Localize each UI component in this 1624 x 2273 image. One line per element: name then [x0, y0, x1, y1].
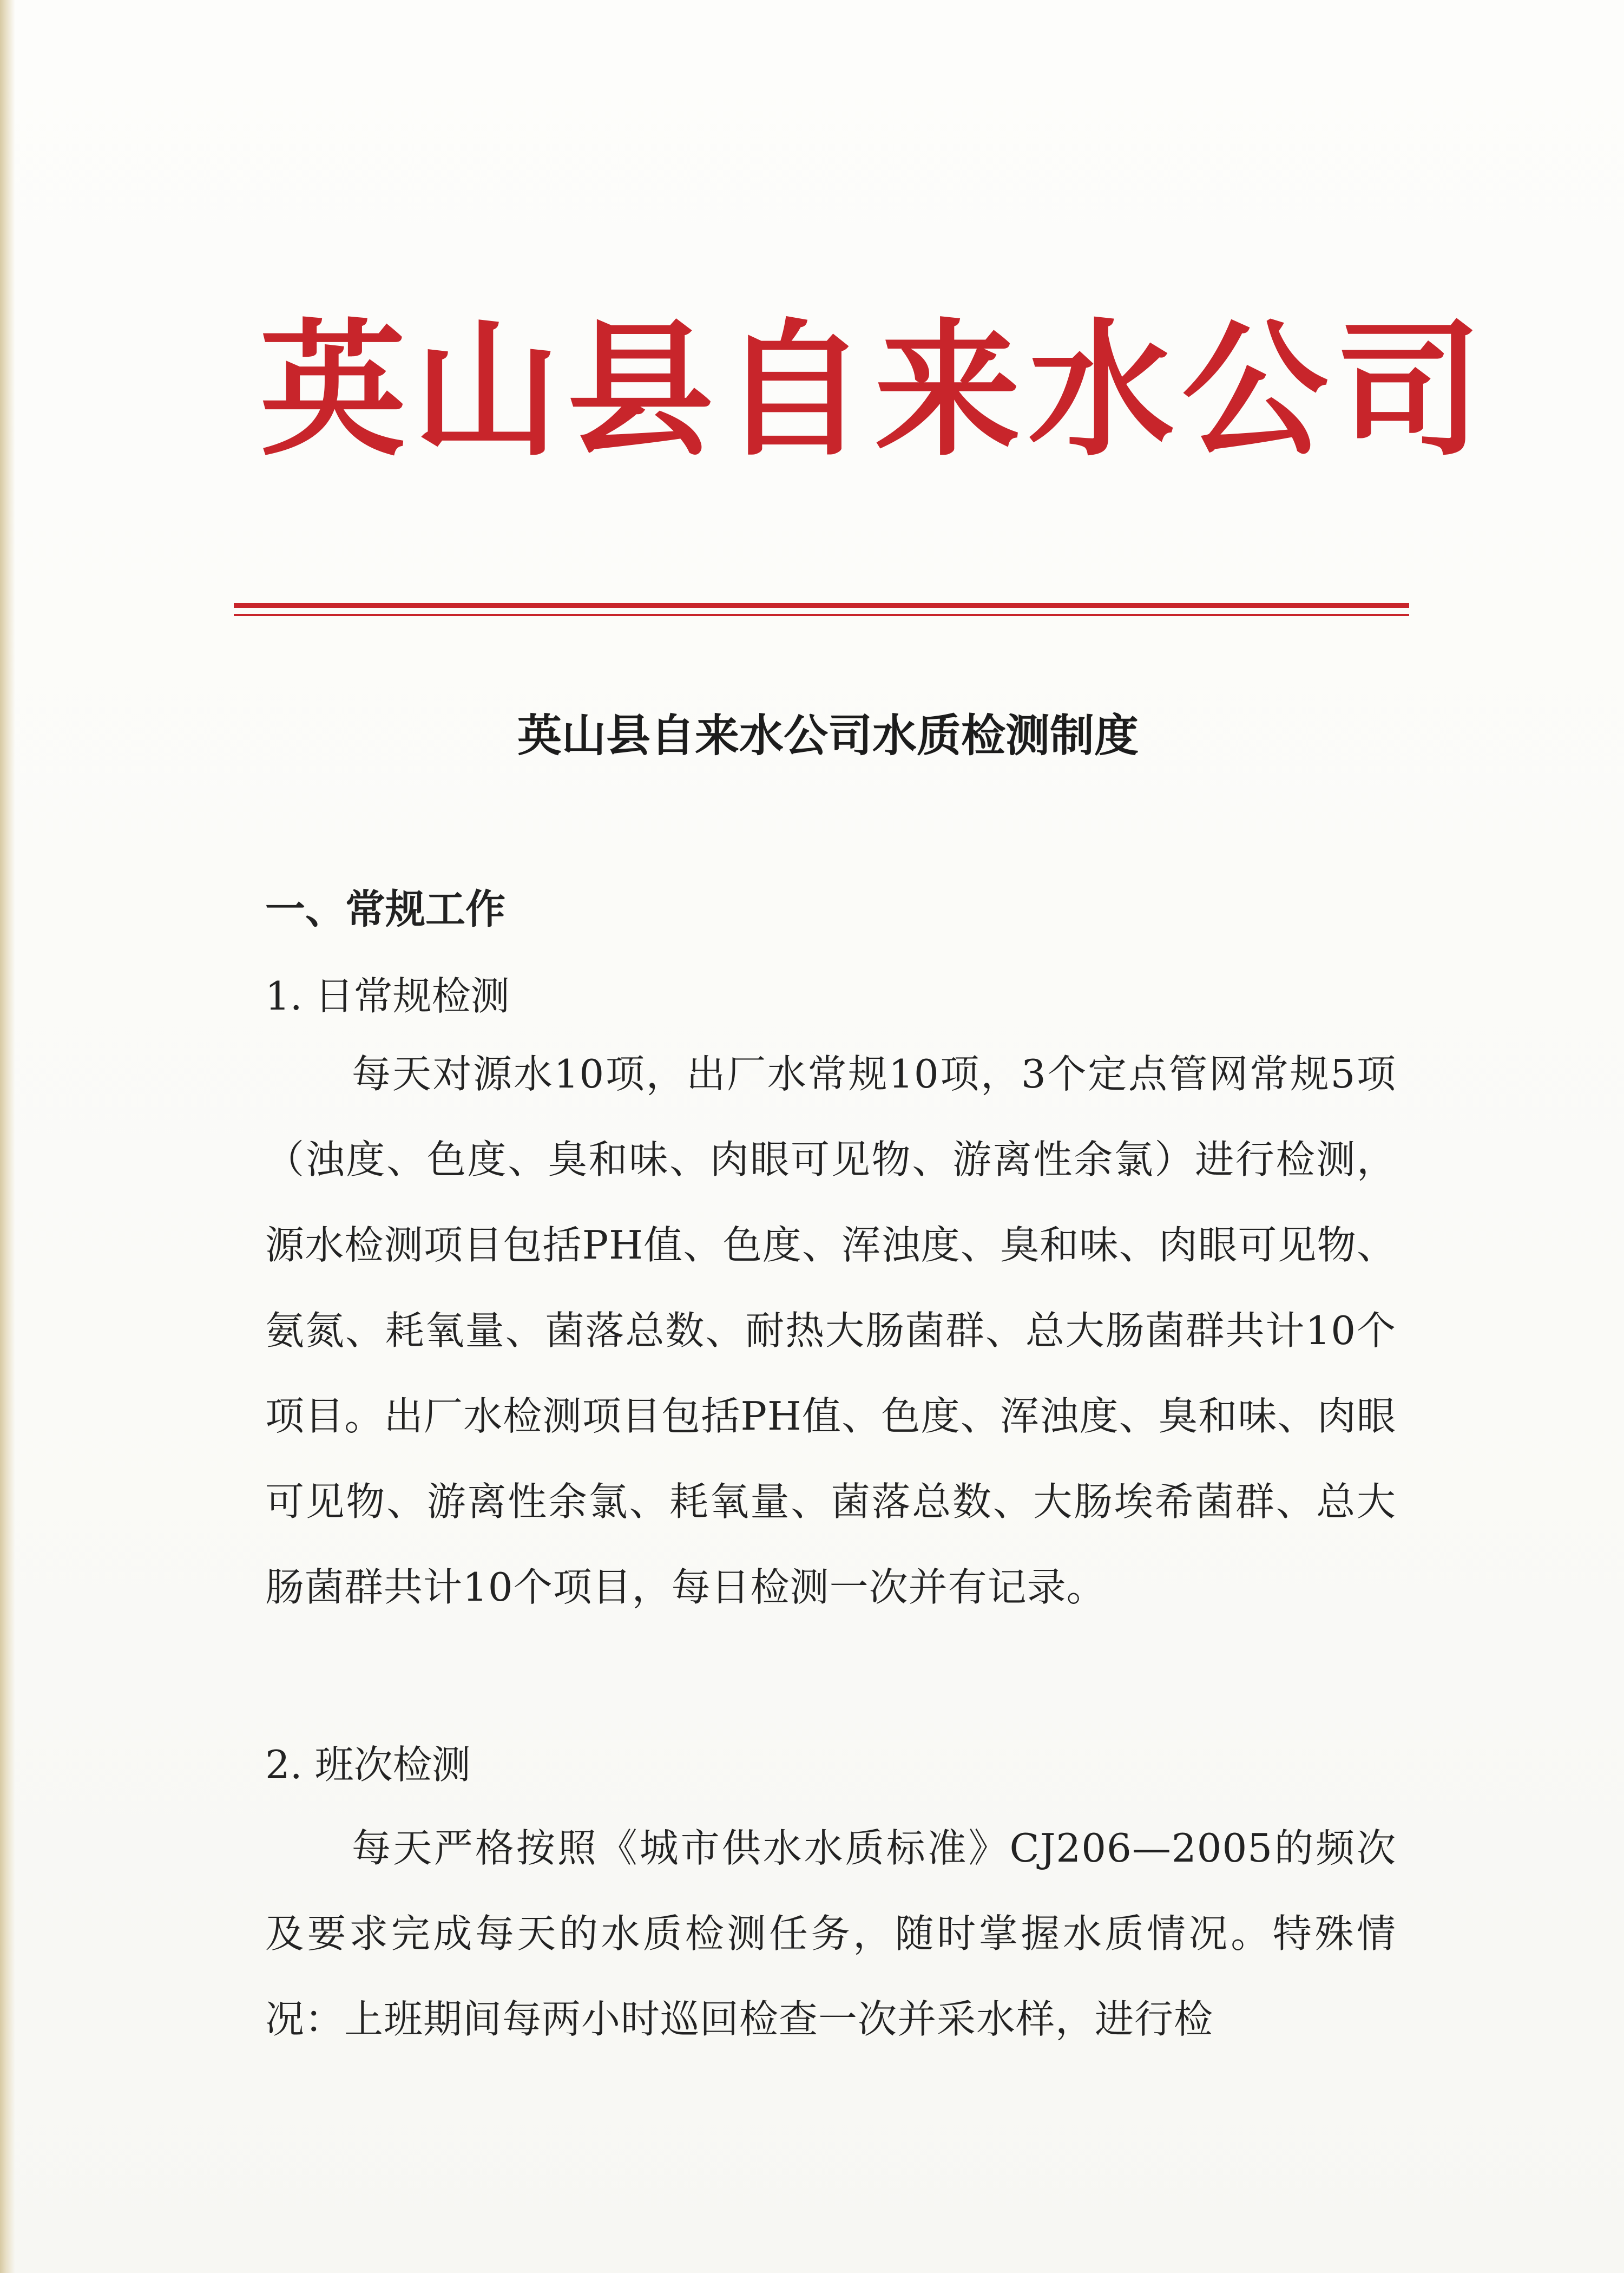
subheading-shift-testing: 2. 班次检测 — [265, 1742, 471, 1787]
letterhead-red-rule-thick — [234, 603, 1409, 608]
document-title: 英山县自来水公司水质检测制度 — [517, 710, 1139, 762]
letterhead-company-name: 英山县自来水公司 — [260, 304, 1489, 476]
section-heading-routine-work: 一、常规工作 — [265, 886, 505, 933]
subheading-daily-routine-testing: 1. 日常规检测 — [265, 973, 510, 1019]
paragraph-shift-testing: 每天严格按照《城市供水水质标准》CJ206—2005的频次及要求完成每天的水质检测任务，随时掌握水质情况。特殊情况：上班期间每两小时巡回检查一次并采水样，进行检 — [265, 1825, 1396, 2042]
letterhead-red-rule-thin — [234, 614, 1409, 616]
paragraph-daily-routine-testing: 每天对源水10项，出厂水常规10项，3个定点管网常规5项（浊度、色度、臭和味、肉眼可见物、游离性余氯）进行检测，源水检测项目包括PH值、色度、浑浊度、臭和味、肉眼可见物、氨氮、耗氧量、菌落总数、耐热大肠菌群、总大肠菌群共计10个项目。出厂水检测项目包括PH值、色度、浑浊度、臭和味、肉眼可见物、游离性余氯、耗氧量、菌落总数、大肠埃希菌群、总大肠菌群共计10个项目，每日检测一次并有记录。 — [265, 1051, 1396, 1610]
page-edge-shadow — [0, 0, 15, 2273]
